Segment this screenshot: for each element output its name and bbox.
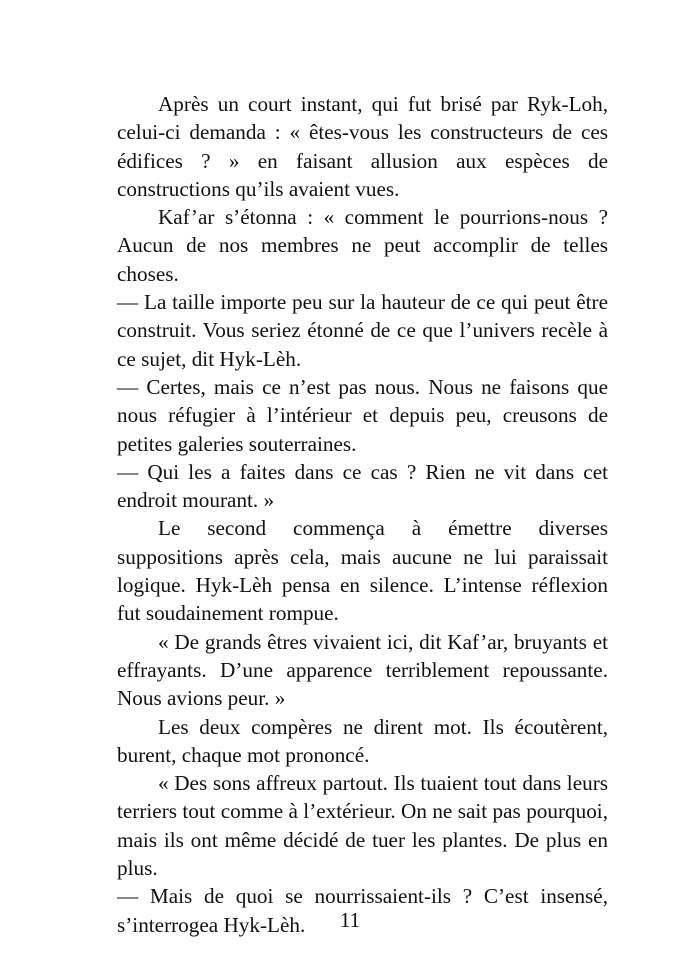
paragraph-10: — Mais de quoi se nourrissaient-ils ? C’est insensé, s’interrogea Hyk-Lèh. [117, 884, 608, 937]
body-text [117, 90, 608, 939]
page-number: 11 [339, 908, 361, 932]
paragraph-8: Les deux compères ne dirent mot. Ils écoutèrent, burent, chaque mot prononcé. [117, 714, 608, 767]
paragraph-1: Après un court instant, qui fut brisé par Ryk-Loh, celui-ci demanda : « êtes-vous les constructeurs de ces édifices ? » en faisant allusion aux espèces de constructions qu’ils avaient vues. [117, 92, 608, 201]
paragraph-6: Le second commença à émettre diverses suppositions après cela, mais aucune ne lui paraissait logique. Hyk-Lèh pensa en silence. L’intense réflexion fut soudainement rompue. [117, 516, 608, 626]
paragraph-3: — La taille importe peu sur la hauteur de ce qui peut être construit. Vous seriez étonné de ce que l’univers recèle à ce sujet, dit Hyk-Lèh. [117, 290, 608, 371]
paragraph-4: — Certes, mais ce n’est pas nous. Nous ne faisons que nous réfugier à l’intérieur et depuis peu, creusons de petites galeries souterraines. [117, 374, 608, 456]
paragraph-2: Kaf’ar s’étonna : « comment le pourrions-nous ? Aucun de nos membres ne peut accomplir de telles choses. [117, 205, 608, 286]
paragraph-5: — Qui les a faites dans ce cas ? Rien ne vit dans cet endroit mourant. » [117, 459, 608, 513]
paragraph-7: « De grands êtres vivaient ici, dit Kaf’ar, bruyants et effrayants. D’une apparence terriblement repoussante. Nous avions peur. » [117, 629, 608, 711]
paragraph-9: « Des sons affreux partout. Ils tuaient tout dans leurs terriers tout comme à l’extérieur. On ne sait pas pourquoi, mais ils ont même décidé de tuer les plantes. De plus en plus. [117, 771, 608, 881]
